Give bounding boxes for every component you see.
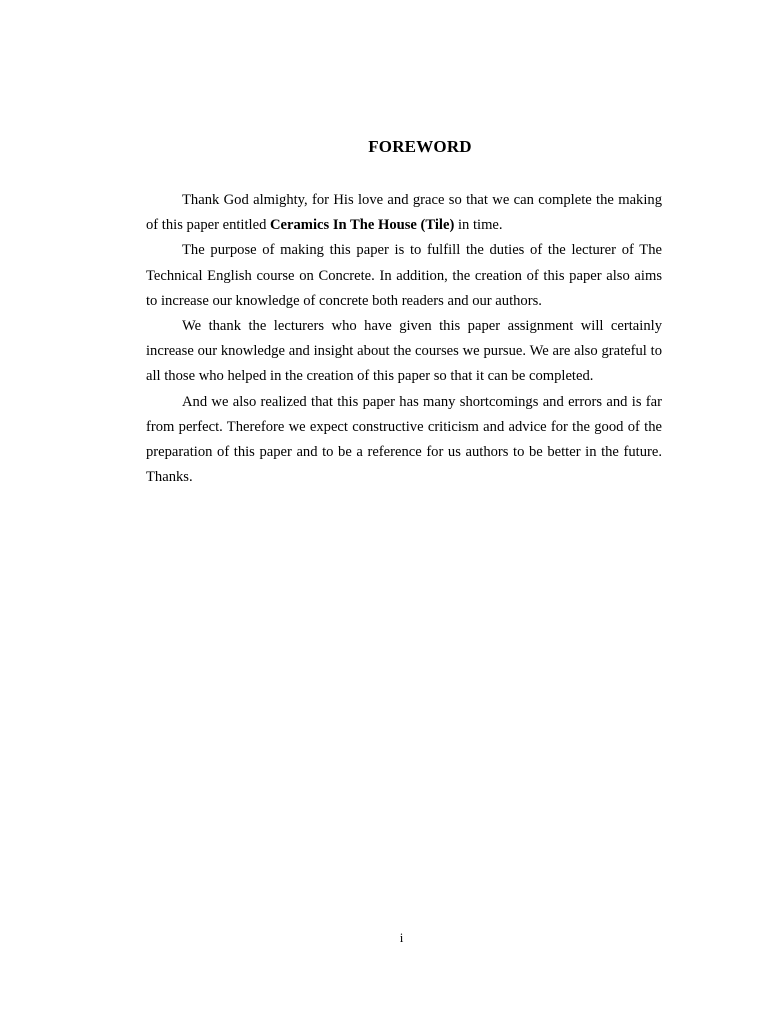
paragraph-4: And we also realized that this paper has many shortcomings and errors and is far from perfect. Therefore we expect constructive criticism and advice for the good of the preparation of this paper and to be a reference for us authors to be better in the future. Thanks. — [146, 393, 662, 486]
page-number: i — [399, 930, 404, 945]
paragraph-1-text-before: Thank God almighty, for His love and grace so that we can complete the making of this paper entitled — [146, 192, 662, 234]
paragraph-1-text-after: in time. — [454, 217, 503, 234]
paragraph-2: The purpose of making this paper is to fulfill the duties of the lecturer of The Technical English course on Concrete. In addition, the creation of this paper also aims to increase our knowledge of concrete both readers and our authors. — [146, 242, 662, 309]
paper-title-emphasis: Ceramics In The House (Tile) — [270, 217, 455, 234]
foreword-body — [146, 188, 662, 490]
paragraph-3: We thank the lecturers who have given this paper assignment will certainly increase our knowledge and insight about the courses we pursue. We are also grateful to all those who helped in the creation of this paper so that it can be completed. — [146, 318, 662, 385]
page-title: FOREWORD — [368, 137, 472, 156]
paragraph-1 — [146, 188, 662, 238]
